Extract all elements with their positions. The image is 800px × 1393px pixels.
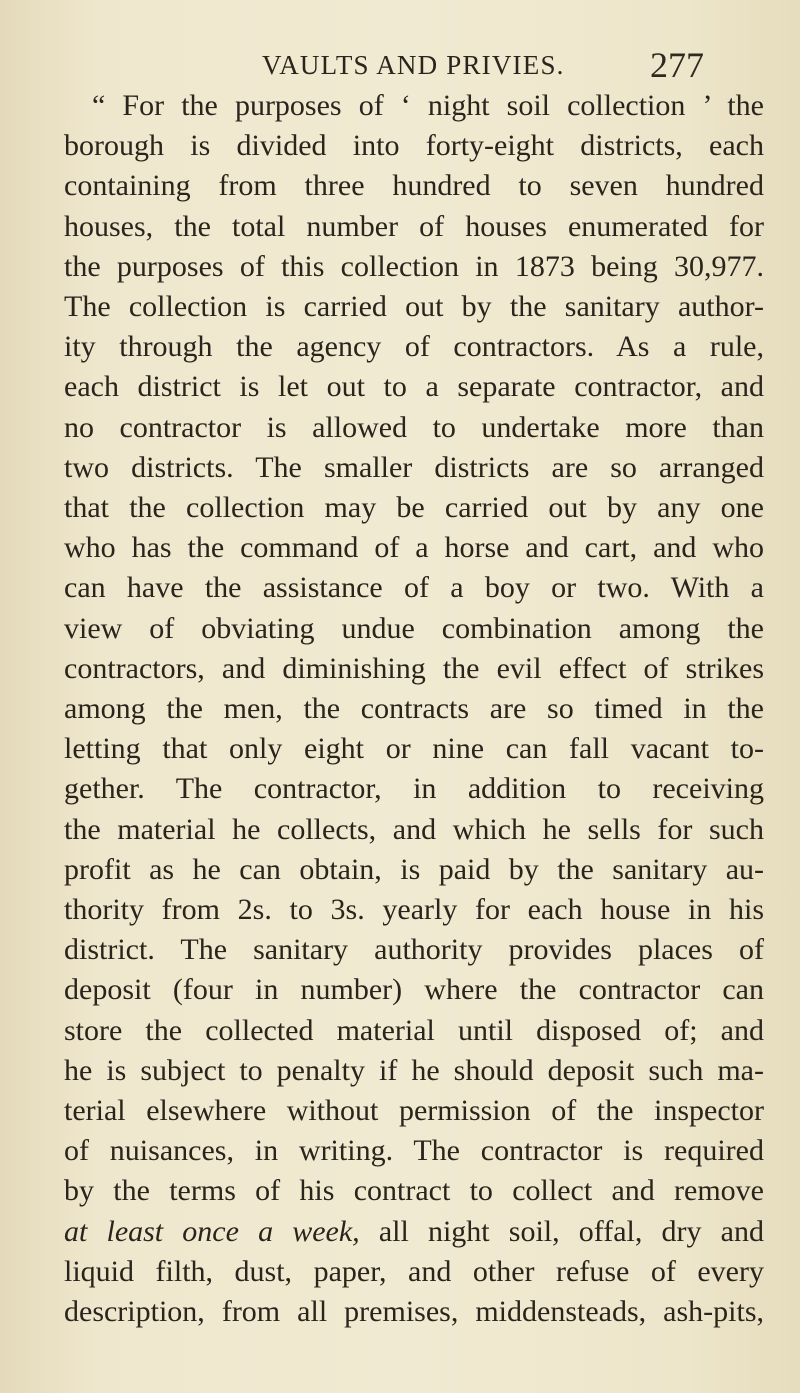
body-paragraph (64, 86, 764, 1332)
text-line: thority from 2s. to 3s. yearly for each house in his (64, 893, 764, 927)
text-line: each district is let out to a separate contractor, and (64, 370, 764, 404)
text-run: all night soil, offal, dry and (359, 1214, 764, 1248)
text-line: letting that only eight or nine can fall vacant to- (64, 732, 764, 766)
page-number: 277 (650, 45, 704, 85)
text-line: “ For the purposes of ‘ night soil collection ’ the (92, 89, 764, 122)
text-line: description, from all premises, middensteads, ash-pits, (64, 1295, 764, 1329)
text-line: containing from three hundred to seven hundred (64, 169, 764, 203)
running-head (0, 44, 800, 84)
running-title: VAULTS AND PRIVIES. (262, 50, 565, 80)
text-line: among the men, the contracts are so timed in the (64, 692, 764, 726)
text-line: district. The sanitary authority provides places of (64, 933, 764, 967)
paragraph (64, 86, 764, 1332)
text-line: ity through the agency of contractors. As a rule, (64, 330, 764, 364)
text-line: who has the command of a horse and cart, and who (64, 531, 764, 565)
text-line: the material he collects, and which he sells for such (64, 812, 764, 846)
text-line: two districts. The smaller districts are so arranged (64, 450, 764, 484)
text-line: terial elsewhere without permission of the inspector (64, 1094, 764, 1128)
italic-phrase: at least once a week, (64, 1214, 360, 1248)
text-line: The collection is carried out by the sanitary author- (64, 290, 764, 324)
text-line: no contractor is allowed to undertake more than (64, 410, 764, 444)
text-line: by the terms of his contract to collect and remove (64, 1174, 764, 1208)
text-line: liquid filth, dust, paper, and other refuse of every (64, 1254, 764, 1288)
text-line: borough is divided into forty-eight districts, each (64, 129, 764, 163)
text-line: he is subject to penalty if he should deposit such ma- (64, 1053, 764, 1087)
text-line: profit as he can obtain, is paid by the sanitary au- (64, 852, 764, 886)
text-line: contractors, and diminishing the evil effect of strikes (64, 651, 764, 685)
text-line: store the collected material until disposed of; and (64, 1013, 764, 1047)
text-line: can have the assistance of a boy or two. With a (64, 571, 764, 605)
text-line: houses, the total number of houses enumerated for (64, 209, 764, 243)
text-line: that the collection may be carried out by any one (64, 491, 764, 525)
text-line: of nuisances, in writing. The contractor is required (64, 1134, 764, 1168)
text-line: the purposes of this collection in 1873 being 30,977. (64, 249, 764, 283)
text-line (64, 1212, 764, 1252)
text-line: deposit (four in number) where the contractor can (64, 973, 764, 1007)
text-line: gether. The contractor, in addition to receiving (64, 772, 764, 806)
text-line: view of obviating undue combination among the (64, 611, 764, 645)
